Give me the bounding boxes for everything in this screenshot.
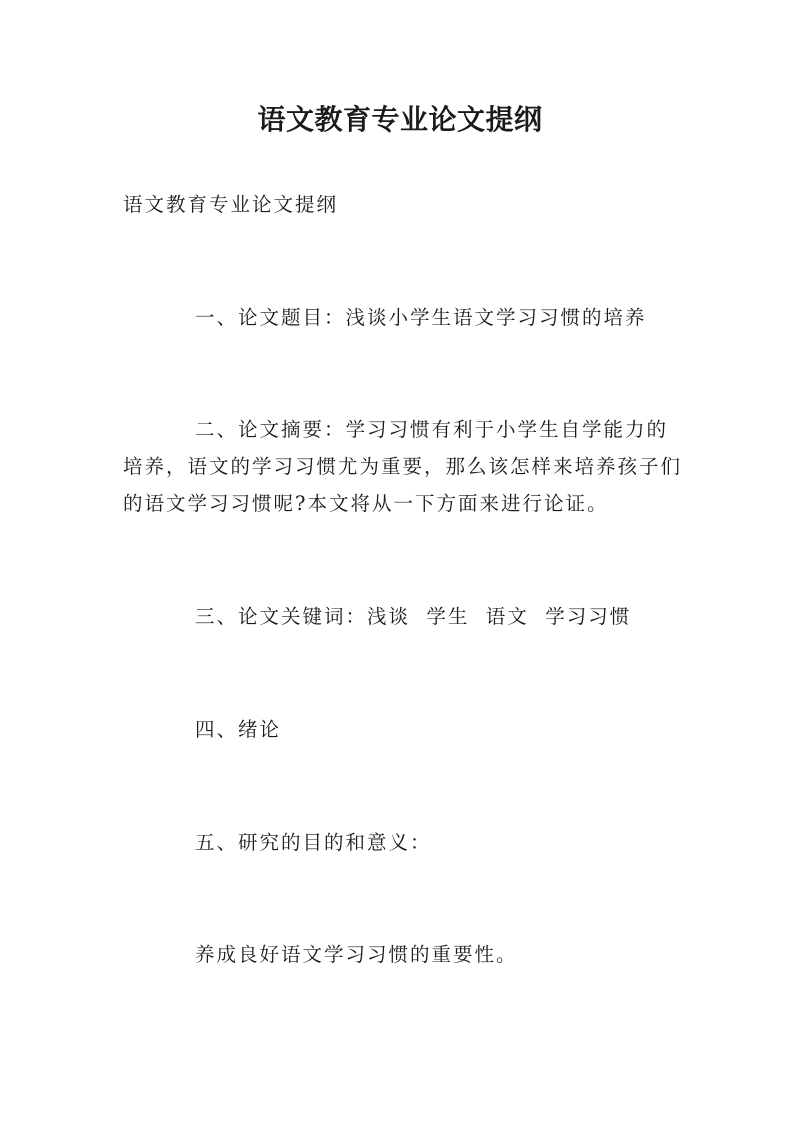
document-title: 语文教育专业论文提纲 — [257, 103, 543, 136]
section-introduction: 四、绪论 — [195, 718, 282, 741]
section-keywords: 三、论文关键词：浅谈 学生 语文 学习习惯 — [195, 605, 632, 628]
section-abstract: 二、论文摘要：学习习惯有利于小学生自学能力的培养，语文的学习习惯尤为重要，那么该怎样来培养孩子们的语文学习习惯呢?本文将从一下方面来进行论证。 — [123, 418, 683, 515]
section-topic: 一、论文题目：浅谈小学生语文学习习惯的培养 — [195, 306, 647, 329]
section-importance: 养成良好语文学习习惯的重要性。 — [195, 943, 518, 966]
section-purpose: 五、研究的目的和意义： — [195, 831, 432, 854]
document-subtitle: 语文教育专业论文提纲 — [123, 193, 339, 216]
